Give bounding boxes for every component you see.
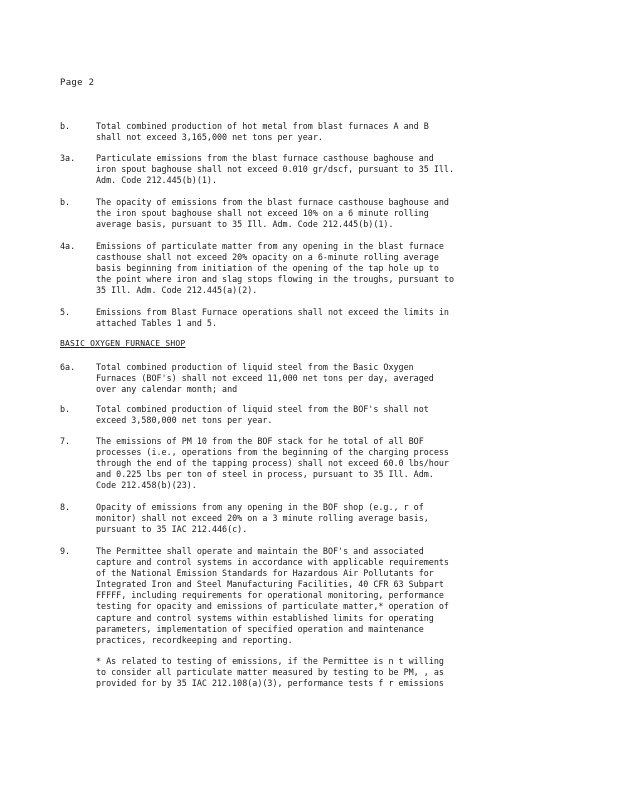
item-text: The emissions of PM 10 from the BOF stack for he total of all BOF processes (i.e., operations from the beginning of the charging process through the end of the tapping process) shall not exceed 60.0 lbs/hour and 0.225 lbs per ton of steel in process, pursuant to 35 Ill. Adm. Code 212.458(b)(23).: [96, 436, 449, 491]
item-number: 8.: [60, 502, 71, 512]
item-number: 9.: [60, 546, 71, 556]
item-text: Total combined production of hot metal from blast furnaces A and B shall not exceed 3,165,000 net tons per year.: [96, 121, 429, 143]
item-number: b.: [60, 121, 71, 131]
item-text: Emissions from Blast Furnace operations shall not exceed the limits in attached Tables 1 and 5.: [96, 307, 449, 329]
list-item: [60, 153, 530, 186]
list-item: [60, 241, 530, 296]
list-item: [60, 307, 530, 329]
item-number: 6a.: [60, 362, 76, 372]
page-number: Page 2: [60, 78, 95, 88]
item-number: b.: [60, 197, 71, 207]
list-item: [60, 404, 530, 426]
section-heading: BASIC OXYGEN FURNACE SHOP: [60, 339, 186, 348]
item-number: b.: [60, 404, 71, 414]
item-text: Total combined production of liquid steel from the BOF's shall not exceed 3,580,000 net tons per year.: [96, 404, 429, 426]
item-text: Emissions of particulate matter from any opening in the blast furnace casthouse shall not exceed 20% opacity on a 6-minute rolling average basis beginning from initiation of the opening of the tap hole up to the point where iron and slag stops flowing in the troughs, pursuant to 35 Ill. Adm. Code 212.445(a)(2).: [96, 241, 454, 296]
list-item: [60, 502, 530, 535]
item-text: The Permittee shall operate and maintain the BOF's and associated capture and control systems in accordance with applicable requirements of the National Emission Standards for Hazardous Air Pollutants for Integrated Iron and Steel Manufacturing Facilities, 40 CFR 63 Subpart FFFFF, including requirements for operational monitoring, performance testing for opacity and emissions of particulate matter,* operation of capture and control systems within established limits for operating parameters, implementation of specified operation and maintenance practices, recordkeeping and reporting.: [96, 546, 449, 645]
item-text: Total combined production of liquid steel from the Basic Oxygen Furnaces (BOF's) shall not exceed 11,000 net tons per day, averaged over any calendar month; and: [96, 362, 434, 395]
list-item: [60, 362, 530, 395]
item-text: Opacity of emissions from any opening in the BOF shop (e.g., r of monitor) shall not exceed 20% on a 3 minute rolling average basis, pursuant to 35 IAC 212.446(c).: [96, 502, 429, 535]
list-item: [60, 546, 530, 646]
item-text: The opacity of emissions from the blast furnace casthouse baghouse and the iron spout baghouse shall not exceed 10% on a 6 minute rolling average basis, pursuant to 35 Ill. Adm. Code 212.445(b)(1).: [96, 197, 449, 230]
list-item: [60, 197, 530, 230]
list-item: [60, 121, 530, 143]
footnote: * As related to testing of emissions, if the Permittee is n t willing to consider all particulate matter measured by testing to be PM, , as provided for by 35 IAC 212.108(a)(3), performance tests f r emissions: [96, 656, 444, 689]
item-number: 3a.: [60, 153, 76, 163]
list-item: [60, 436, 530, 491]
item-number: 4a.: [60, 241, 76, 251]
item-number: 7.: [60, 436, 71, 446]
item-text: Particulate emissions from the blast furnace casthouse baghouse and iron spout baghouse shall not exceed 0.010 gr/dscf, pursuant to 35 Ill. Adm. Code 212.445(b)(1).: [96, 153, 454, 186]
item-number: 5.: [60, 307, 71, 317]
